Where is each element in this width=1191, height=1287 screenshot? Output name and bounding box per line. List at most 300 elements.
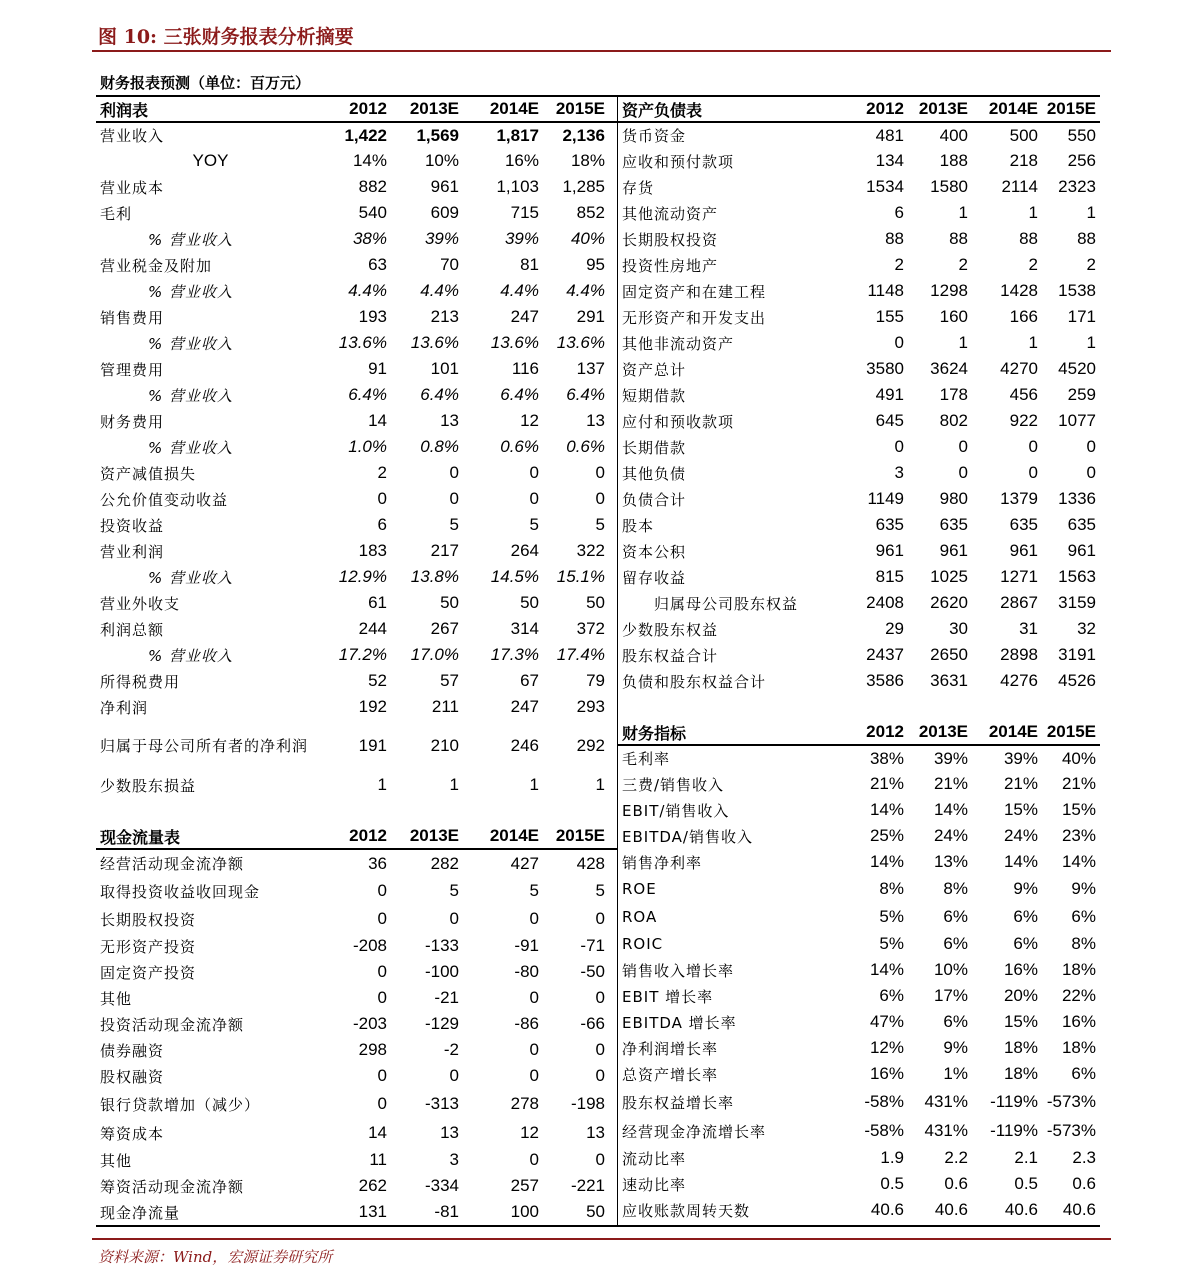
cashflow-row-label: 无形资产投资	[100, 937, 197, 956]
ratios-row	[618, 1197, 1100, 1223]
income-row	[96, 382, 617, 408]
balance-cell: 160	[939, 307, 968, 326]
ratios-cell: 16%	[1061, 1012, 1096, 1031]
income-row	[96, 174, 617, 200]
ratios-cell: 16%	[1003, 960, 1038, 979]
cashflow-cell: 50	[586, 1202, 605, 1221]
balance-cell: 2898	[1000, 645, 1038, 664]
cashflow-row-label: 股权融资	[100, 1067, 165, 1086]
ratios-cell: 38%	[869, 748, 904, 768]
income-cell: 61	[368, 593, 387, 612]
income-cell: 210	[430, 736, 459, 755]
balance-cell: 1580	[930, 177, 968, 196]
income-cell: 17.2%	[338, 645, 387, 664]
income-cell: 101	[430, 359, 459, 378]
cashflow-header-label: 现金流量表	[96, 824, 321, 849]
figure-title: 图 10: 三张财务报表分析摘要	[98, 26, 354, 48]
balance-row-label: 其他流动资产	[622, 204, 719, 223]
cashflow-cell: 0	[377, 881, 387, 900]
balance-cell: 2	[1028, 255, 1038, 274]
ratios-row-label: 三费/销售收入	[622, 775, 725, 794]
balance-row	[618, 434, 1100, 460]
ratios-cell: 14%	[933, 800, 968, 819]
income-cell: 12	[520, 411, 539, 430]
balance-cell: 961	[1009, 541, 1038, 560]
income-cell: 247	[510, 697, 539, 716]
ratios-cell: 431%	[924, 1092, 968, 1111]
ratios-cell: 14%	[869, 852, 904, 871]
balance-cell: 1	[958, 203, 968, 222]
ratios-cell: 21%	[933, 774, 968, 793]
income-cell: 63	[368, 255, 387, 274]
income-row-label: % 营业收入	[148, 568, 234, 587]
cashflow-cell: -221	[570, 1176, 605, 1195]
ratios-cell: 20%	[1003, 986, 1038, 1005]
balance-header-year: 2014E	[972, 97, 1042, 122]
ratios-cell: 18%	[1003, 1038, 1038, 1057]
ratios-cell: 6%	[879, 986, 904, 1005]
ratios-cell: 9%	[1013, 879, 1038, 898]
cashflow-cell: 278	[510, 1094, 539, 1113]
income-row	[96, 538, 617, 564]
income-cell: 183	[358, 541, 387, 560]
balance-cell: 1336	[1058, 489, 1096, 508]
cashflow-cell: 0	[377, 962, 387, 981]
balance-cell: 6	[894, 203, 904, 222]
income-header-row	[96, 97, 617, 122]
income-cell: 12.9%	[338, 567, 387, 586]
balance-cell: 0	[894, 333, 904, 352]
cashflow-row-label: 银行贷款增加（减少）	[100, 1095, 261, 1114]
income-cell: 0.6%	[500, 437, 539, 456]
cashflow-cell: 0	[449, 1066, 459, 1085]
income-cell: 264	[510, 541, 539, 560]
cashflow-cell: -198	[570, 1094, 605, 1113]
cashflow-header-row	[96, 824, 617, 849]
ratios-cell: 6%	[943, 934, 968, 953]
income-cell: 715	[510, 203, 539, 222]
income-cell: 1	[595, 775, 605, 794]
ratios-row-label: 应收账款周转天数	[622, 1201, 751, 1220]
income-row	[96, 434, 617, 460]
cashflow-cell: -334	[424, 1176, 459, 1195]
income-cell: 116	[511, 359, 539, 378]
income-row	[96, 772, 617, 798]
balance-cell: 500	[1009, 125, 1038, 145]
cashflow-row	[96, 1173, 617, 1199]
ratios-row	[618, 1009, 1100, 1035]
income-row-label: % 营业收入	[148, 438, 234, 457]
income-cell: 67	[520, 671, 539, 690]
ratios-cell: -119%	[990, 1092, 1038, 1111]
cashflow-cell: -2	[443, 1040, 459, 1059]
income-row	[96, 252, 617, 278]
cashflow-row-label: 其他	[100, 989, 133, 1008]
balance-cell: 550	[1067, 125, 1096, 145]
ratios-row-label: 销售收入增长率	[622, 961, 735, 980]
cashflow-header-year: 2014E	[471, 824, 551, 849]
ratios-cell: 22%	[1061, 986, 1096, 1005]
income-cell: 0	[595, 489, 605, 508]
balance-cell: 0	[958, 437, 968, 456]
balance-cell: 88	[885, 229, 904, 248]
cashflow-cell: 0	[377, 1066, 387, 1085]
income-cell: 16%	[504, 151, 539, 170]
balance-row-label: 少数股东权益	[622, 620, 719, 639]
income-cell: 1	[449, 775, 459, 794]
ratios-cell: 12%	[869, 1038, 904, 1057]
income-row	[96, 356, 617, 382]
balance-row-label: 股东权益合计	[622, 646, 719, 665]
income-cell: 6.4%	[348, 385, 387, 404]
balance-row-label: 股本	[622, 516, 655, 535]
income-row	[96, 720, 617, 772]
income-cell: 372	[576, 619, 605, 638]
balance-row	[618, 122, 1100, 148]
ratios-cell: 1%	[943, 1064, 968, 1083]
balance-row-label: 负债合计	[622, 490, 687, 509]
income-row-label: % 营业收入	[148, 386, 234, 405]
financial-ratios-table	[618, 720, 1100, 1223]
balance-cell: 1149	[867, 489, 904, 508]
income-row-label: % 营业收入	[148, 230, 234, 249]
income-cell: 50	[586, 593, 605, 612]
balance-cell: 1	[1028, 333, 1038, 352]
income-cell: 13.6%	[338, 333, 387, 352]
balance-cell: 2650	[930, 645, 968, 664]
income-cell: 1	[529, 775, 539, 794]
balance-cell: 961	[875, 541, 904, 560]
ratios-cell: 13%	[933, 852, 968, 871]
balance-header-year: 2012	[828, 97, 912, 122]
cashflow-cell: -71	[580, 936, 605, 955]
income-cell: 291	[576, 307, 605, 326]
balance-row	[618, 226, 1100, 252]
balance-cell: 1379	[1000, 489, 1038, 508]
balance-cell: 922	[1009, 411, 1038, 430]
balance-cell: 256	[1067, 151, 1096, 170]
cashflow-cell: 11	[369, 1150, 387, 1169]
balance-row	[618, 304, 1100, 330]
income-cell: 0	[529, 489, 539, 508]
cashflow-cell: 131	[358, 1202, 387, 1221]
income-cell: 13.6%	[556, 333, 605, 352]
income-cell: 247	[510, 307, 539, 326]
cashflow-cell: -80	[514, 962, 539, 981]
ratios-cell: 39%	[933, 748, 968, 768]
income-cell: 18%	[570, 151, 605, 170]
balance-cell: 1025	[930, 567, 968, 586]
income-cell: 6	[377, 515, 387, 534]
income-row-label: 营业利润	[100, 542, 165, 561]
income-header-year: 2014E	[471, 97, 551, 122]
income-row	[96, 668, 617, 694]
cashflow-cell: 13	[586, 1123, 605, 1142]
ratios-row-label: EBIT 增长率	[622, 987, 714, 1006]
balance-cell: 0	[1028, 437, 1038, 456]
balance-cell: 134	[875, 151, 904, 170]
balance-cell: 2	[958, 255, 968, 274]
ratios-row-label: 流动比率	[622, 1149, 687, 1168]
source-note: 资料来源：Wind，宏源证券研究所	[98, 1248, 333, 1266]
ratios-cell: 40.6	[934, 1200, 968, 1219]
income-cell: 322	[576, 541, 605, 560]
ratios-row	[618, 823, 1100, 849]
cashflow-cell: -208	[352, 936, 387, 955]
balance-cell: 3631	[930, 671, 968, 690]
income-row-label: 净利润	[100, 698, 149, 717]
balance-cell: 218	[1009, 151, 1038, 170]
balance-header-year: 2015E	[1042, 97, 1100, 122]
income-row-label: 营业成本	[100, 178, 165, 197]
balance-cell: 88	[949, 229, 968, 248]
cashflow-cell: 3	[449, 1150, 459, 1169]
balance-cell: 456	[1009, 385, 1038, 404]
balance-header-row	[618, 97, 1100, 122]
cashflow-cell: -21	[434, 988, 459, 1007]
table-subtitle: 财务报表预测（单位：百万元）	[100, 74, 311, 92]
cashflow-cell: 0	[595, 909, 605, 928]
balance-row	[618, 564, 1100, 590]
balance-row-label: 固定资产和在建工程	[622, 282, 767, 301]
cashflow-cell: 0	[377, 1094, 387, 1113]
income-cell: 91	[368, 359, 387, 378]
ratios-cell: 6%	[1071, 907, 1096, 926]
cashflow-row-label: 筹资活动现金流净额	[100, 1177, 245, 1196]
ratios-row	[618, 849, 1100, 875]
balance-row	[618, 538, 1100, 564]
income-row	[96, 148, 617, 174]
balance-cell: 1538	[1058, 281, 1096, 300]
ratios-cell: 21%	[1061, 774, 1096, 793]
ratios-row	[618, 875, 1100, 903]
income-row-label: 毛利	[100, 204, 133, 223]
income-cell: 1,569	[416, 125, 459, 145]
balance-cell: 3159	[1058, 593, 1096, 612]
ratios-cell: 24%	[1003, 826, 1038, 845]
income-cell: 217	[430, 541, 459, 560]
balance-cell: 0	[1086, 437, 1096, 456]
ratios-cell: 0.6	[1072, 1174, 1096, 1193]
cashflow-cell: 12	[520, 1123, 539, 1142]
cashflow-row	[96, 877, 617, 905]
income-cell: 13	[440, 411, 459, 430]
income-cell: 1,103	[496, 177, 539, 196]
ratios-cell: 5%	[879, 907, 904, 926]
ratios-cell: 9%	[943, 1038, 968, 1057]
cashflow-cell: 298	[358, 1040, 387, 1059]
income-row	[96, 200, 617, 226]
income-row	[96, 564, 617, 590]
balance-row-label: 归属母公司股东权益	[654, 594, 799, 613]
income-cell: 292	[576, 736, 605, 755]
balance-row-label: 长期股权投资	[622, 230, 719, 249]
income-cell: 2	[377, 463, 387, 482]
ratios-row	[618, 771, 1100, 797]
cashflow-cell: -100	[424, 962, 459, 981]
income-row-label: 公允价值变动收益	[100, 490, 229, 509]
ratios-row	[618, 1035, 1100, 1061]
balance-row-label: 投资性房地产	[622, 256, 719, 275]
ratios-cell: 6%	[1013, 907, 1038, 926]
balance-cell: 188	[939, 151, 968, 170]
ratios-header-label: 财务指标	[618, 720, 828, 745]
balance-row-label: 长期借款	[622, 438, 687, 457]
ratios-cell: 16%	[869, 1064, 904, 1083]
income-cell: 15.1%	[556, 567, 605, 586]
ratios-cell: 24%	[933, 826, 968, 845]
income-row-label: 管理费用	[100, 360, 165, 379]
ratios-cell: 2.1	[1014, 1148, 1038, 1167]
cashflow-row-label: 取得投资收益收回现金	[100, 882, 261, 901]
income-cell: 5	[449, 515, 459, 534]
cashflow-cell: 0	[595, 1040, 605, 1059]
ratios-cell: 23%	[1061, 826, 1096, 845]
cashflow-row-label: 现金净流量	[100, 1203, 181, 1222]
balance-cell: 3586	[866, 671, 904, 690]
income-cell: 246	[510, 736, 539, 755]
cashflow-cell: -133	[424, 936, 459, 955]
balance-row	[618, 642, 1100, 668]
income-row	[96, 694, 617, 720]
balance-cell: 30	[949, 619, 968, 638]
ratios-cell: 25%	[869, 826, 904, 845]
cashflow-header-year: 2015E	[551, 824, 617, 849]
income-cell: 193	[358, 307, 387, 326]
balance-cell: 961	[939, 541, 968, 560]
ratios-row-label: ROA	[622, 908, 658, 926]
balance-cell: 2114	[1001, 177, 1038, 196]
income-cell: 50	[440, 593, 459, 612]
balance-cell: 4270	[1000, 359, 1038, 378]
cashflow-cell: 0	[595, 1150, 605, 1169]
title-rule	[92, 50, 1111, 52]
ratios-row	[618, 1087, 1100, 1117]
balance-row	[618, 512, 1100, 538]
balance-cell: 0	[894, 437, 904, 456]
income-cell: 191	[358, 736, 387, 755]
balance-row	[618, 278, 1100, 304]
ratios-cell: 0.6	[944, 1174, 968, 1193]
income-row	[96, 122, 617, 148]
ratios-row-label: 毛利率	[622, 750, 671, 768]
balance-header-label: 资产负债表	[618, 97, 828, 122]
balance-cell: 635	[1009, 515, 1038, 534]
income-cell: 17.4%	[556, 645, 605, 664]
cashflow-row	[96, 933, 617, 959]
balance-cell: 1	[1028, 203, 1038, 222]
income-cell: 961	[430, 177, 459, 196]
ratios-header-year: 2014E	[972, 720, 1042, 745]
balance-row	[618, 486, 1100, 512]
income-row-label: 投资收益	[100, 516, 165, 535]
balance-row-label: 应付和预收款项	[622, 412, 735, 431]
income-cell: 10%	[424, 151, 459, 170]
cashflow-row	[96, 1063, 617, 1089]
ratios-row	[618, 957, 1100, 983]
cashflow-cell: 0	[529, 1040, 539, 1059]
balance-cell: 1077	[1058, 411, 1096, 430]
income-cell: 0	[449, 463, 459, 482]
ratios-cell: 40.6	[1004, 1200, 1038, 1219]
balance-cell: 2	[894, 255, 904, 274]
balance-row	[618, 460, 1100, 486]
ratios-cell: 15%	[1061, 800, 1096, 819]
income-cell: 38%	[352, 229, 387, 248]
balance-row	[618, 174, 1100, 200]
income-row	[96, 278, 617, 304]
balance-cell: 4276	[1000, 671, 1038, 690]
balance-row	[618, 668, 1100, 694]
balance-row-label: 短期借款	[622, 386, 687, 405]
income-row	[96, 408, 617, 434]
balance-row-label: 无形资产和开发支出	[622, 308, 767, 327]
cashflow-header-year: 2013E	[399, 824, 471, 849]
balance-row-label: 资产总计	[622, 360, 687, 379]
balance-header-year: 2013E	[912, 97, 972, 122]
balance-row	[618, 148, 1100, 174]
ratios-cell: 14%	[869, 800, 904, 819]
ratios-row-label: 股东权益增长率	[622, 1093, 735, 1112]
income-cell: 0.8%	[420, 437, 459, 456]
income-cell: 14	[368, 411, 387, 430]
cashflow-cell: 5	[449, 881, 459, 900]
ratios-cell: 2.2	[944, 1148, 968, 1167]
ratios-cell: 18%	[1061, 960, 1096, 979]
cashflow-row-label: 债券融资	[100, 1041, 165, 1060]
income-cell: 1,285	[562, 177, 605, 196]
cashflow-cell: 0	[595, 988, 605, 1007]
balance-row-label: 存货	[622, 178, 655, 197]
income-cell: 267	[430, 619, 459, 638]
ratios-cell: 5%	[879, 934, 904, 953]
income-cell: 57	[440, 671, 459, 690]
income-cell: 882	[358, 177, 387, 196]
income-row-label: % 营业收入	[148, 282, 234, 301]
ratios-cell: 10%	[933, 960, 968, 979]
balance-cell: 1148	[867, 281, 904, 300]
balance-cell: 0	[1086, 463, 1096, 482]
bottom-rule	[96, 1225, 1100, 1227]
income-cell: 17.0%	[410, 645, 459, 664]
income-cell: 2,136	[562, 125, 605, 145]
income-row	[96, 512, 617, 538]
income-header-label: 利润表	[96, 97, 321, 122]
income-cell: 39%	[424, 229, 459, 248]
ratios-cell: 431%	[924, 1121, 968, 1140]
cashflow-cell: 0	[529, 1066, 539, 1085]
balance-cell: 635	[1067, 515, 1096, 534]
ratios-row	[618, 983, 1100, 1009]
cashflow-cell: -86	[514, 1014, 539, 1033]
balance-row-label: 其他负债	[622, 464, 687, 483]
cashflow-row	[96, 1147, 617, 1173]
income-cell: 852	[576, 203, 605, 222]
income-header-year: 2012	[321, 97, 399, 122]
balance-cell: 2	[1086, 255, 1096, 274]
cashflow-cell: -91	[514, 936, 539, 955]
cashflow-row	[96, 905, 617, 933]
balance-row-label: 留存收益	[622, 568, 687, 587]
balance-cell: 980	[939, 489, 968, 508]
cashflow-cell: 0	[595, 1066, 605, 1085]
ratios-cell: 2.3	[1072, 1148, 1096, 1167]
ratios-cell: -573%	[1046, 1092, 1096, 1111]
balance-cell: 155	[875, 307, 904, 326]
cashflow-cell: -50	[580, 962, 605, 981]
cashflow-row-label: 固定资产投资	[100, 963, 197, 982]
balance-cell: 166	[1009, 307, 1038, 326]
